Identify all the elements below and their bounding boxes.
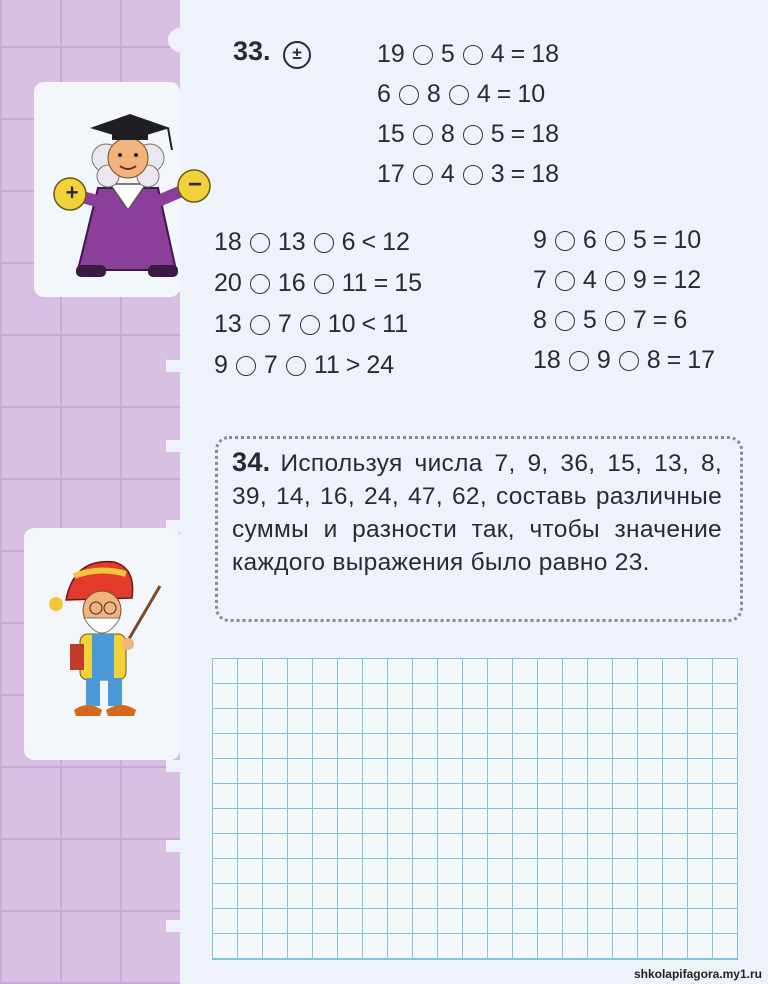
operand: 10	[517, 80, 546, 108]
operand: 7	[277, 310, 292, 338]
operator-circle[interactable]	[605, 231, 625, 251]
equation-row	[533, 346, 715, 375]
operand: 4	[490, 40, 505, 68]
relation-sign: =	[652, 306, 668, 334]
operand: 19	[377, 40, 405, 68]
operand: 18	[531, 120, 560, 148]
equation-row	[377, 40, 559, 69]
operand: 13	[277, 228, 306, 256]
operator-circle[interactable]	[413, 45, 433, 65]
relation-sign: >	[345, 351, 361, 379]
operand: 3	[490, 160, 505, 188]
watermark: shkolapifagora.my1.ru	[633, 967, 762, 981]
operand: 11	[313, 351, 340, 379]
equation-row	[214, 310, 408, 339]
equation-row	[214, 269, 422, 298]
operand: 5	[582, 306, 597, 334]
equation-row	[533, 226, 701, 255]
operator-circle[interactable]	[286, 356, 306, 376]
operand: 9	[596, 346, 611, 374]
equation-row	[377, 160, 559, 189]
operand: 12	[382, 228, 410, 256]
operand: 17	[687, 346, 716, 374]
equation-row	[214, 228, 410, 257]
relation-sign: <	[361, 310, 377, 338]
relation-sign: =	[510, 40, 526, 68]
operator-circle[interactable]	[250, 315, 270, 335]
operand: 24	[366, 351, 395, 379]
operand: 6	[673, 306, 688, 334]
operand: 8	[646, 346, 661, 374]
operand: 6	[341, 228, 356, 256]
operator-circle[interactable]	[555, 231, 575, 251]
operator-circle[interactable]	[300, 315, 320, 335]
operator-circle[interactable]	[619, 351, 639, 371]
operator-circle[interactable]	[605, 311, 625, 331]
operand: 7	[632, 306, 647, 334]
equation-row	[377, 120, 559, 149]
operand: 18	[533, 346, 561, 374]
operand: 4	[476, 80, 491, 108]
relation-sign: =	[373, 269, 389, 297]
operand: 6	[377, 80, 391, 108]
operator-circle[interactable]	[250, 274, 270, 294]
equation-row	[533, 306, 687, 335]
operand: 10	[327, 310, 356, 338]
operand: 5	[632, 226, 647, 254]
relation-sign: =	[652, 266, 668, 294]
operand: 18	[531, 40, 560, 68]
relation-sign: =	[510, 160, 526, 188]
operand: 12	[673, 266, 702, 294]
operand: 20	[214, 269, 242, 297]
operator-circle[interactable]	[413, 125, 433, 145]
relation-sign: <	[361, 228, 377, 256]
operand: 7	[533, 266, 547, 294]
operator-circle[interactable]	[413, 165, 433, 185]
relation-sign: =	[666, 346, 682, 374]
equation-row	[214, 351, 394, 380]
operator-circle[interactable]	[463, 125, 483, 145]
operand: 18	[214, 228, 242, 256]
exercise-33-number: 33.	[233, 36, 271, 66]
operand: 13	[214, 310, 242, 338]
operand: 5	[440, 40, 455, 68]
operator-circle[interactable]	[463, 45, 483, 65]
operand: 17	[377, 160, 405, 188]
plus-minus-badge: ±	[283, 41, 311, 69]
task-34-text	[232, 446, 722, 579]
plus-sign: +	[65, 180, 79, 205]
operand: 9	[632, 266, 647, 294]
operator-circle[interactable]	[449, 85, 469, 105]
operator-circle[interactable]	[569, 351, 589, 371]
equation-row	[533, 266, 701, 295]
task-34-body: Используя числа 7, 9, 36, 15, 13, 8, 39, 14, 16, 24, 47, 62, составь различные суммы и разности так, чтобы значение каждого выражения было равно 23.	[232, 450, 722, 576]
operand: 9	[214, 351, 228, 379]
operator-circle[interactable]	[605, 271, 625, 291]
operand: 7	[263, 351, 278, 379]
operand: 11	[382, 310, 409, 338]
operand: 6	[582, 226, 597, 254]
operand: 15	[394, 269, 422, 297]
exercise-34-number: 34.	[232, 447, 271, 477]
answer-grid[interactable]	[212, 658, 738, 960]
operator-circle[interactable]	[399, 85, 419, 105]
operand: 8	[440, 120, 455, 148]
operator-circle[interactable]	[250, 233, 270, 253]
operand: 4	[440, 160, 455, 188]
operand: 8	[533, 306, 547, 334]
minus-sign: −	[187, 171, 202, 198]
operand: 9	[533, 226, 547, 254]
equation-row	[377, 80, 545, 109]
operator-circle[interactable]	[236, 356, 256, 376]
operand: 16	[277, 269, 306, 297]
operator-circle[interactable]	[314, 233, 334, 253]
operand: 18	[531, 160, 560, 188]
operand: 11	[341, 269, 368, 297]
operand: 8	[426, 80, 441, 108]
operator-circle[interactable]	[314, 274, 334, 294]
operator-circle[interactable]	[555, 311, 575, 331]
operand: 10	[673, 226, 702, 254]
operator-circle[interactable]	[463, 165, 483, 185]
operand: 5	[490, 120, 505, 148]
relation-sign: =	[510, 120, 526, 148]
operand: 15	[377, 120, 405, 148]
operand: 4	[582, 266, 597, 294]
operator-circle[interactable]	[555, 271, 575, 291]
gnome-illustration	[44, 548, 174, 738]
relation-sign: =	[496, 80, 512, 108]
relation-sign: =	[652, 226, 668, 254]
